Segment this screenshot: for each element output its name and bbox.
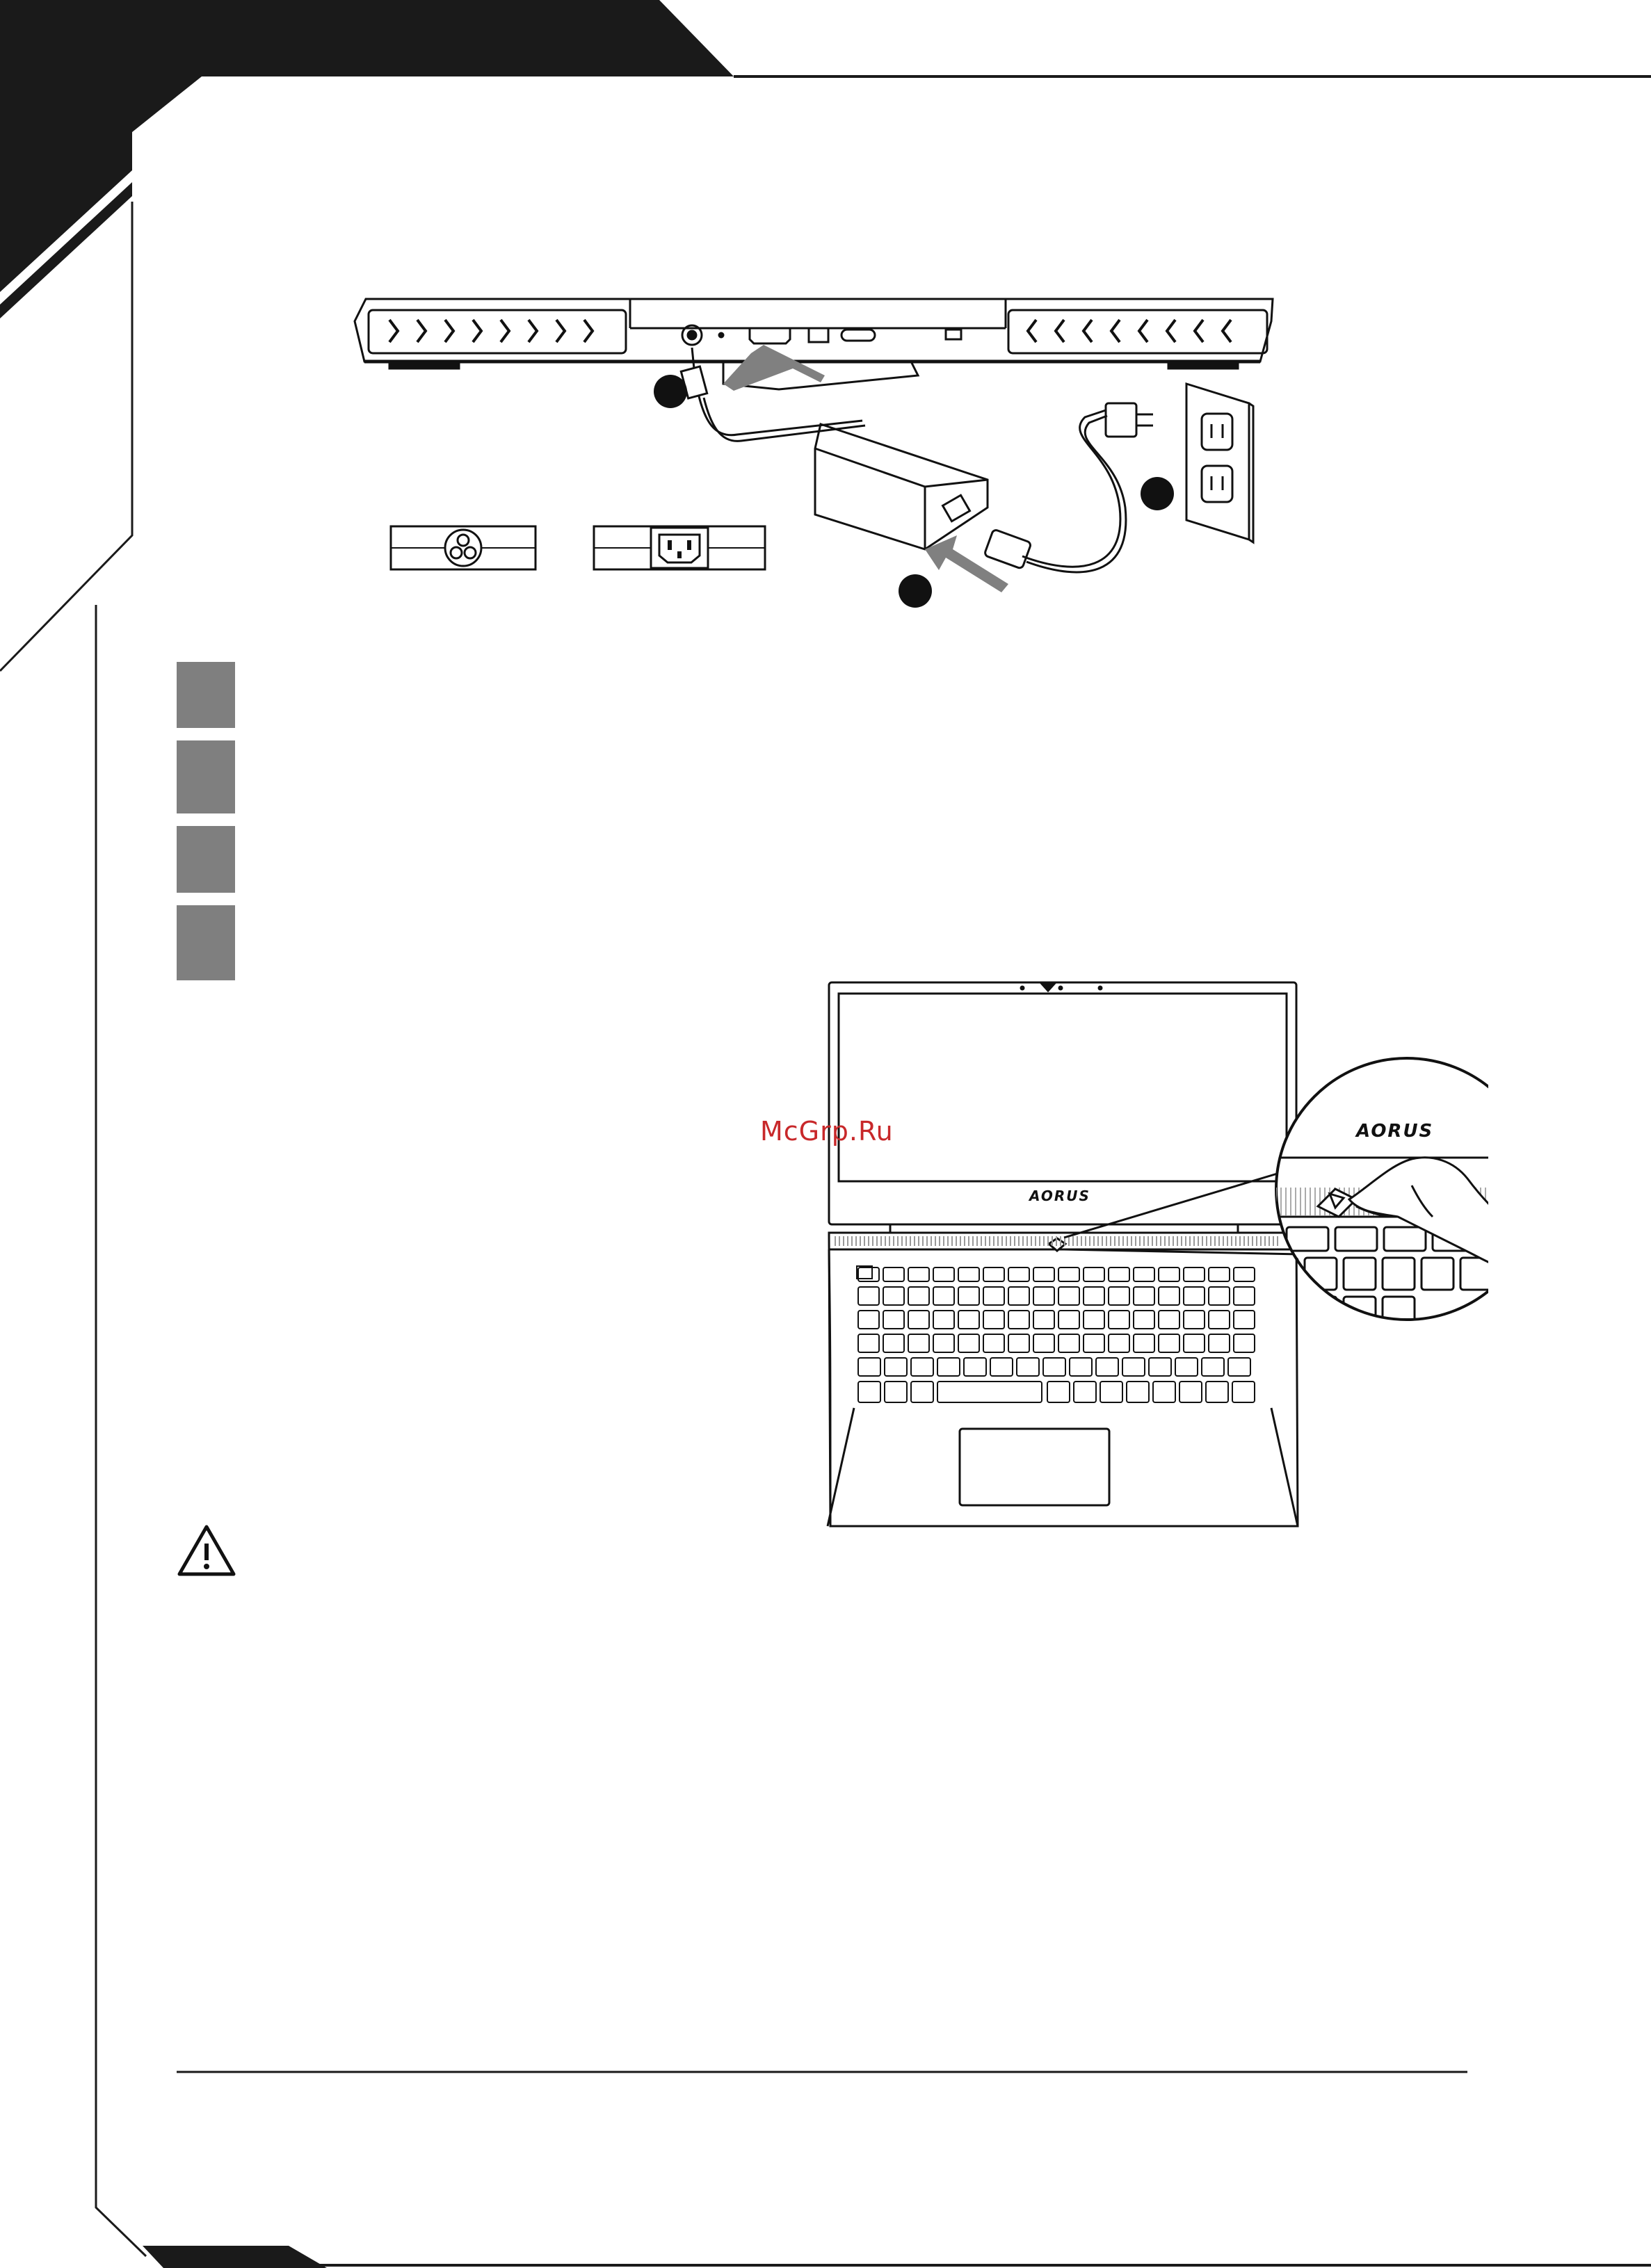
- keyboard-key: [1153, 1382, 1175, 1402]
- keyboard-key: [1209, 1334, 1230, 1352]
- vent-right: [1028, 320, 1231, 342]
- keyboard-key: [1159, 1287, 1179, 1305]
- keyboard-key: [933, 1311, 954, 1329]
- keyboard-key: [958, 1267, 979, 1281]
- keyboard-key: [1008, 1311, 1029, 1329]
- step-marker-1: [654, 375, 687, 408]
- keyboard-key: [933, 1267, 954, 1281]
- keyboard-key: [1209, 1311, 1230, 1329]
- keyboard-key: [1047, 1382, 1070, 1402]
- keyboard-key: [1008, 1334, 1029, 1352]
- arrow-into-adapter: [925, 535, 1008, 592]
- power-adapter: [815, 424, 988, 549]
- keyboard-key: [1234, 1311, 1255, 1329]
- keyboard-key: [964, 1358, 986, 1376]
- step-marker-2: [899, 574, 932, 608]
- keyboard-key: [983, 1267, 1004, 1281]
- keyboard-key: [1159, 1334, 1179, 1352]
- keyboard-key: [1149, 1358, 1171, 1376]
- keyboard-key: [858, 1358, 880, 1376]
- keyboard-key: [1134, 1287, 1154, 1305]
- keyboard-key: [858, 1287, 879, 1305]
- keyboard-key: [908, 1311, 929, 1329]
- vent-left: [389, 320, 593, 342]
- dc-power-connector-icon: [445, 530, 481, 566]
- keyboard-key: [1228, 1358, 1250, 1376]
- keyboard-key: [1184, 1311, 1205, 1329]
- laptop-base: [829, 1233, 1298, 1526]
- usb-c-port: [841, 330, 875, 341]
- keyboard-key: [1109, 1267, 1129, 1281]
- keyboard-key: [1109, 1311, 1129, 1329]
- keyboard-key: [1074, 1382, 1096, 1402]
- zoom-brand-logo: AORUS: [1356, 1121, 1434, 1142]
- keyboard-key: [1008, 1287, 1029, 1305]
- keyboard-key: [1058, 1267, 1079, 1281]
- mini-dp-port: [809, 328, 828, 342]
- keyboard-key: [911, 1358, 933, 1376]
- corner-decoration-top: [0, 0, 734, 292]
- keyboard-key: [1017, 1358, 1039, 1376]
- left-border: [96, 605, 146, 2256]
- keyboard-key: [1234, 1334, 1255, 1352]
- laptop-front-illustration: [821, 977, 1488, 1533]
- keyboard-key: [908, 1287, 929, 1305]
- keyboard-key: [1134, 1267, 1154, 1281]
- laptop-screen: [839, 994, 1287, 1181]
- keyboard-key: [858, 1311, 879, 1329]
- keyboard-key: [1232, 1382, 1255, 1402]
- keyboard-key: [908, 1334, 929, 1352]
- iec-power-connector-icon: [651, 528, 708, 568]
- keyboard-key: [1234, 1267, 1255, 1281]
- keyboard-key: [1127, 1382, 1149, 1402]
- keyboard-keys: [858, 1267, 1255, 1402]
- keyboard-key: [858, 1334, 879, 1352]
- connector-round: [389, 525, 537, 572]
- keyboard-key: [1084, 1311, 1104, 1329]
- connector-c13: [593, 525, 766, 572]
- keyboard-key: [1058, 1334, 1079, 1352]
- keyboard-key: [908, 1267, 929, 1281]
- keyboard-key: [1184, 1334, 1205, 1352]
- keyboard-key: [1134, 1334, 1154, 1352]
- warning-triangle-icon: [175, 1523, 238, 1578]
- step-block-3: [177, 826, 235, 893]
- keyboard-key: [1058, 1311, 1079, 1329]
- power-connection-illustration: [348, 278, 1280, 626]
- keyboard-key: [1043, 1358, 1065, 1376]
- hdmi-port: [750, 328, 790, 343]
- power-button-zoom: [1238, 1058, 1488, 1329]
- keyboard-key: [983, 1287, 1004, 1305]
- keyboard-key: [1209, 1267, 1230, 1281]
- arrow-into-laptop: [723, 345, 825, 391]
- step-block-4: [177, 905, 235, 980]
- keyboard-key: [958, 1287, 979, 1305]
- keyboard-key: [983, 1334, 1004, 1352]
- keyboard-key: [1058, 1287, 1079, 1305]
- keyboard-key: [958, 1334, 979, 1352]
- laptop-brand-logo: AORUS: [1029, 1188, 1090, 1204]
- keyboard-key: [1184, 1267, 1205, 1281]
- step-block-2: [177, 740, 235, 813]
- keyboard-key: [885, 1358, 907, 1376]
- keyboard-key: [1008, 1267, 1029, 1281]
- keyboard-key: [1109, 1334, 1129, 1352]
- keyboard-key: [933, 1334, 954, 1352]
- ac-cord: [984, 403, 1153, 572]
- keyboard-key: [1134, 1311, 1154, 1329]
- keyboard-key: [1159, 1267, 1179, 1281]
- step-marker-3: [1141, 477, 1174, 510]
- keyboard-key: [937, 1382, 1042, 1402]
- keyboard-key: [1033, 1311, 1054, 1329]
- keyboard-key: [885, 1382, 907, 1402]
- laptop-touchpad: [960, 1429, 1109, 1505]
- keyboard-key: [983, 1311, 1004, 1329]
- watermark: McGrp.Ru: [760, 1116, 894, 1147]
- keyboard-key: [858, 1382, 880, 1402]
- keyboard-key: [1179, 1382, 1202, 1402]
- keyboard-key: [1234, 1287, 1255, 1305]
- keyboard-key: [1175, 1358, 1198, 1376]
- keyboard-key: [1109, 1287, 1129, 1305]
- keyboard-key: [911, 1382, 933, 1402]
- keyboard-key: [990, 1358, 1013, 1376]
- keyboard-key: [1122, 1358, 1145, 1376]
- security-slot: [946, 330, 961, 339]
- keyboard-key: [883, 1334, 904, 1352]
- keyboard-key: [1159, 1311, 1179, 1329]
- keyboard-key: [1070, 1358, 1092, 1376]
- wall-outlet: [1186, 384, 1253, 542]
- keyboard-key: [883, 1267, 904, 1281]
- keyboard-key: [1084, 1287, 1104, 1305]
- keyboard-key: [1184, 1287, 1205, 1305]
- keyboard-key: [1033, 1287, 1054, 1305]
- keyboard-key: [1096, 1358, 1118, 1376]
- keyboard-key: [1209, 1287, 1230, 1305]
- keyboard-key: [1033, 1267, 1054, 1281]
- keyboard-key: [958, 1311, 979, 1329]
- keyboard-key: [1084, 1334, 1104, 1352]
- keyboard-key: [937, 1358, 960, 1376]
- keyboard-key: [1206, 1382, 1228, 1402]
- step-block-1: [177, 662, 235, 728]
- keyboard-key: [1202, 1358, 1224, 1376]
- keyboard-key: [933, 1287, 954, 1305]
- keyboard-key: [1100, 1382, 1122, 1402]
- keyboard-key: [883, 1311, 904, 1329]
- keyboard-key: [883, 1287, 904, 1305]
- keyboard-key: [1033, 1334, 1054, 1352]
- keyboard-key: [1084, 1267, 1104, 1281]
